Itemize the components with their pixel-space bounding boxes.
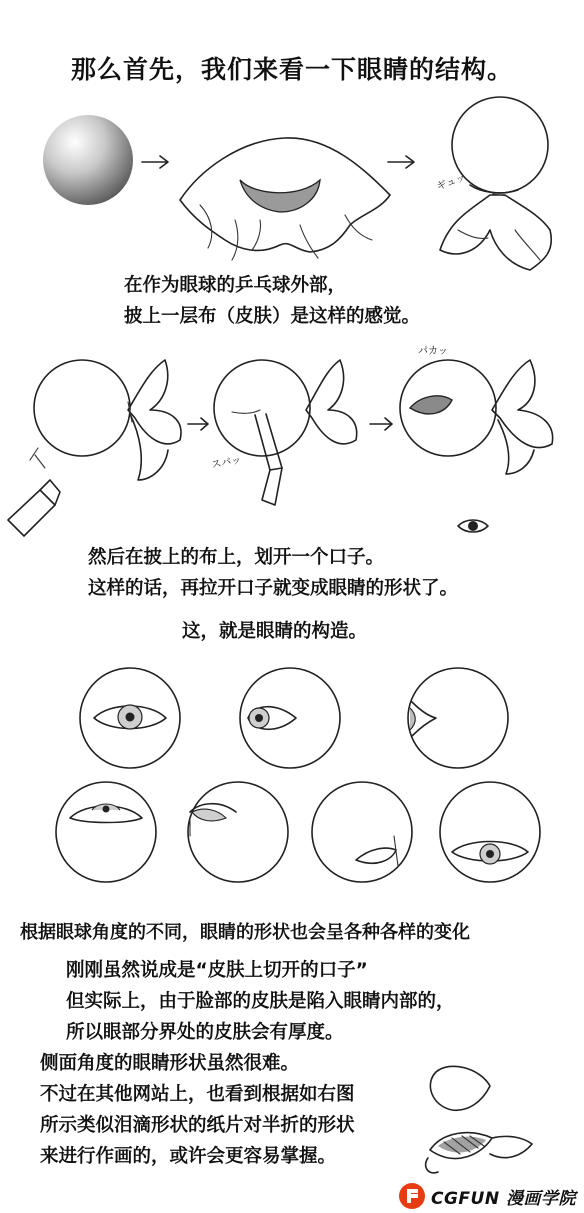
arrow-icon <box>388 156 414 168</box>
eye-up-side <box>188 782 288 882</box>
sfx-open: パカッ <box>418 346 448 357</box>
eye-down <box>440 782 540 882</box>
eye-three-quarter <box>240 668 340 768</box>
cut-open-illustration <box>0 340 584 550</box>
caption-2-line-2: 这样的话，再拉开口子就变成眼睛的形状了。 <box>88 578 459 599</box>
caption-6-line-3: 所示类似泪滴形状的纸片对半折的形状 <box>40 1115 355 1136</box>
caption-1 <box>124 270 420 332</box>
caption-4: 根据眼球角度的不同，眼睛的形状也会呈各种各样的变化 <box>20 922 470 943</box>
caption-6-line-4: 来进行作画的，或许会更容易掌握。 <box>40 1146 337 1167</box>
bow-ball-3 <box>400 345 553 474</box>
cgfun-logo <box>399 1183 576 1209</box>
sfx-tie: ギュッ <box>435 172 468 193</box>
caption-1-line-2: 披上一层布（皮肤）是这样的感觉。 <box>124 306 421 327</box>
tied-cloth-ball <box>435 97 551 270</box>
caption-5-line-2: 但实际上，由于脸部的皮肤是陷入眼睛内部的， <box>66 991 455 1012</box>
caption-5 <box>66 955 455 1048</box>
eye-up <box>56 782 156 882</box>
bow-ball-1 <box>34 360 181 480</box>
sfx-cut: スパッ <box>210 454 243 471</box>
folded-teardrop <box>426 1133 532 1173</box>
eye-front <box>80 668 180 768</box>
ball-cloth-illustration <box>0 100 584 280</box>
caption-3: 这，就是眼睛的构造。 <box>182 621 368 642</box>
arrow-icon <box>188 418 208 430</box>
teardrop-illustration <box>420 1058 570 1188</box>
caption-1-line-1: 在作为眼球的乒乓球外部， <box>124 275 347 296</box>
caption-2-line-1: 然后在披上的布上，划开一个口子。 <box>88 547 385 568</box>
eye-down-side <box>312 782 412 882</box>
box-cutter-icon <box>8 448 60 536</box>
page-title: 那么首先，我们来看一下眼睛的结构。 <box>70 55 513 84</box>
caption-5-line-1: 刚刚虽然说成是“皮肤上切开的口子” <box>66 960 368 981</box>
caption-6 <box>40 1048 355 1172</box>
cgfun-logo-text: CGFUN 漫画学院 <box>431 1188 576 1209</box>
caption-5-line-3: 所以眼部分界处的皮肤会有厚度。 <box>66 1022 344 1043</box>
arrow-icon <box>142 156 168 168</box>
draped-cloth <box>180 138 390 260</box>
arrow-icon <box>370 418 392 430</box>
eye-angles-grid <box>0 660 584 920</box>
small-eye-icon <box>458 520 488 532</box>
caption-6-line-1: 侧面角度的眼睛形状虽然很难。 <box>40 1053 300 1074</box>
caption-2 <box>88 542 458 604</box>
pingpong-ball <box>43 115 133 205</box>
cgfun-logo-icon <box>399 1183 425 1209</box>
eye-side <box>408 668 508 768</box>
bow-ball-2 <box>211 360 357 505</box>
teardrop-paper <box>430 1066 490 1110</box>
caption-6-line-2: 不过在其他网站上，也看到根据如右图 <box>40 1084 355 1105</box>
